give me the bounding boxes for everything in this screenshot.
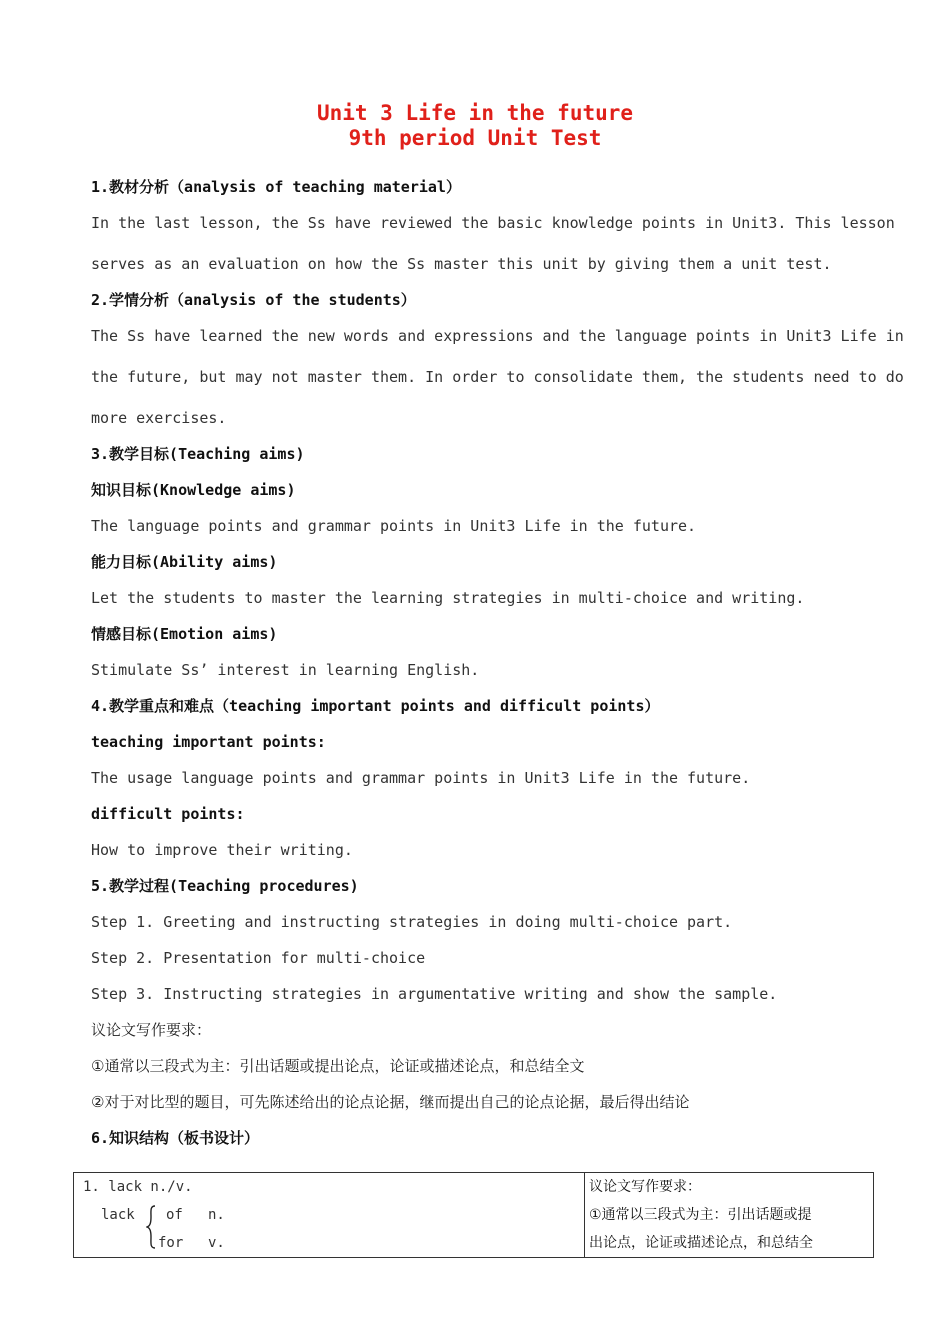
- board-req-line-2: 出论点，论证或描述论点，和总结全: [589, 1235, 813, 1251]
- section-2-text-line-1: The Ss have learned the new words and expressions and the language points in Unit3 Life in: [91, 327, 904, 345]
- section-2-text-line-3: more exercises.: [91, 409, 227, 427]
- procedure-step-1: Step 1. Greeting and instructing strategies in doing multi-choice part.: [91, 913, 733, 931]
- procedure-step-2: Step 2. Presentation for multi-choice: [91, 949, 426, 967]
- ability-aims-heading: 能力目标(Ability aims): [91, 553, 278, 571]
- section-4-heading: 4.教学重点和难点（teaching important points and difficult points）: [91, 697, 660, 715]
- lack-of-preposition: of: [166, 1207, 183, 1223]
- section-2-heading: 2.学情分析（analysis of the students）: [91, 291, 416, 309]
- title-line-1: Unit 3 Life in the future: [316, 101, 634, 125]
- difficult-points-text: How to improve their writing.: [91, 841, 353, 859]
- procedure-step-3: Step 3. Instructing strategies in argumentative writing and show the sample.: [91, 985, 778, 1003]
- section-1-text-line-1: In the last lesson, the Ss have reviewed the basic knowledge points in Unit3. This lesson: [91, 214, 895, 232]
- board-req-line-1: ①通常以三段式为主：引出话题或提: [589, 1207, 812, 1223]
- writing-requirement-1: ①通常以三段式为主：引出话题或提出论点，论证或描述论点，和总结全文: [91, 1057, 585, 1075]
- table-row: [74, 1173, 874, 1258]
- lack-for-verb: v.: [208, 1235, 225, 1251]
- section-5-heading: 5.教学过程(Teaching procedures): [91, 877, 359, 895]
- board-design-table: [73, 1172, 874, 1258]
- difficult-points-heading: difficult points:: [91, 805, 245, 823]
- section-2-text-line-2: the future, but may not master them. In order to consolidate them, the students need to do: [91, 368, 904, 386]
- ability-aims-text: Let the students to master the learning strategies in multi-choice and writing.: [91, 589, 805, 607]
- writing-requirements-title: 议论文写作要求：: [91, 1021, 212, 1039]
- curly-brace-icon: [146, 1205, 156, 1249]
- emotion-aims-heading: 情感目标(Emotion aims): [91, 625, 278, 643]
- lack-word: lack: [101, 1207, 135, 1223]
- board-right-cell: [585, 1173, 874, 1258]
- writing-requirement-2: ②对于对比型的题目，可先陈述给出的论点论据，继而提出自己的论点论据，最后得出结论: [91, 1093, 690, 1111]
- emotion-aims-text: Stimulate Ss’ interest in learning English.: [91, 661, 480, 679]
- knowledge-aims-heading: 知识目标(Knowledge aims): [91, 481, 296, 499]
- board-left-cell: [74, 1173, 585, 1258]
- important-points-text: The usage language points and grammar points in Unit3 Life in the future.: [91, 769, 751, 787]
- section-1-text-line-2: serves as an evaluation on how the Ss master this unit by giving them a unit test.: [91, 255, 832, 273]
- lack-of-noun: n.: [208, 1207, 225, 1223]
- section-6-heading: 6.知识结构（板书设计）: [91, 1129, 260, 1147]
- important-points-heading: teaching important points:: [91, 733, 326, 751]
- lack-for-preposition: for: [158, 1235, 184, 1251]
- section-1-heading: 1.教材分析（analysis of teaching material）: [91, 178, 461, 196]
- section-3-heading: 3.教学目标(Teaching aims): [91, 445, 305, 463]
- board-req-title: 议论文写作要求：: [589, 1179, 701, 1195]
- knowledge-aims-text: The language points and grammar points in Unit3 Life in the future.: [91, 517, 697, 535]
- lack-entry-line: 1. lack n./v.: [83, 1179, 193, 1195]
- title-line-2: 9th period Unit Test: [348, 126, 602, 150]
